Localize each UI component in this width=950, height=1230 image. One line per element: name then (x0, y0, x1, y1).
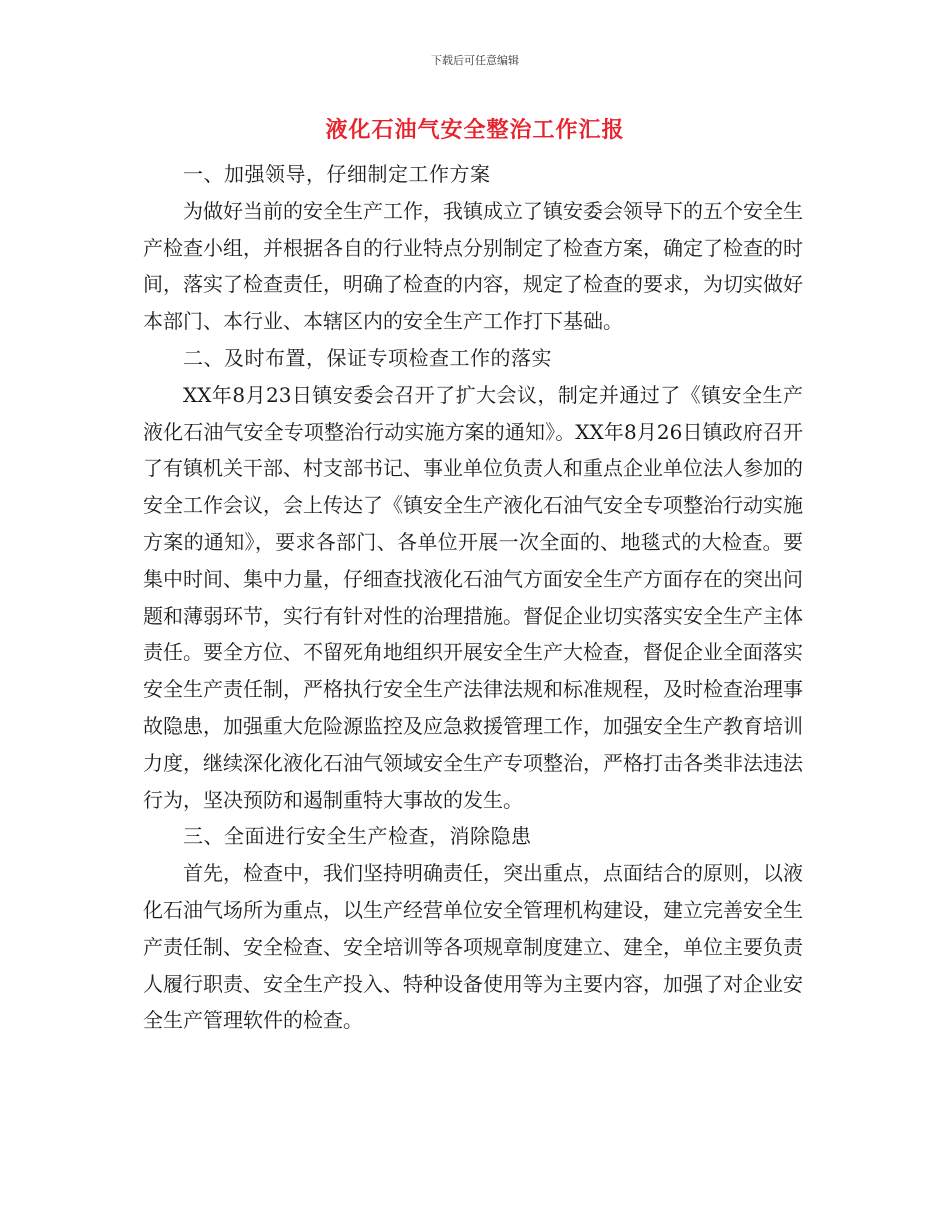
paragraph-3: 首先，检查中，我们坚持明确责任，突出重点，点面结合的原则，以液化石油气场所为重点，以生产经营单位安全管理机构建设，建立完善安全生产责任制、安全检查、安全培训等各项规章制度建立、建全，单位主要负责人履行职责、安全生产投入、特种设备使用等为主要内容，加强了对企业安全生产管理软件的检查。 (143, 861, 803, 1033)
document-body (143, 156, 803, 1039)
paragraph-1: 为做好当前的安全生产工作，我镇成立了镇安委会领导下的五个安全生产检查小组，并根据各自的行业特点分别制定了检查方案，确定了检查的时间，落实了检查责任，明确了检查的内容，规定了检查的要求，为切实做好本部门、本行业、本辖区内的安全生产工作打下基础。 (143, 198, 803, 334)
header-note: 下载后可任意编辑 (431, 54, 519, 67)
section-heading-1: 一、加强领导，仔细制定工作方案 (183, 162, 491, 186)
section-heading-3: 三、全面进行安全生产检查，消除隐患 (183, 824, 532, 849)
paragraph-2: XX年8月23日镇安委会召开了扩大会议，制定并通过了《镇安全生产液化石油气安全专项整治行动实施方案的通知》。XX年8月26日镇政府召开了有镇机关干部、村支部书记、事业单位负责人和重点企业单位法人参加的安全工作会议，会上传达了《镇安全生产液化石油气安全专项整治行动实施方案的通知》，要求各部门、各单位开展一次全面的、地毯式的大检查。要集中时间、集中力量，仔细查找液化石油气方面安全生产方面存在的突出问题和薄弱环节，实行有针对性的治理措施。督促企业切实落实安全生产主体责任。要全方位、不留死角地组织开展安全生产大检查，督促企业全面落实安全生产责任制，严格执行安全生产法律法规和标准规程，及时检查治理事故隐患，加强重大危险源监控及应急救援管理工作，加强安全生产教育培训力度，继续深化液化石油气领域安全生产专项整治，严格打击各类非法违法行为，坚决预防和遏制重特大事故的发生。 (143, 382, 803, 812)
document-title: 液化石油气安全整治工作汇报 (325, 117, 625, 143)
section-heading-2: 二、及时布置，保证专项检查工作的落实 (183, 345, 552, 370)
